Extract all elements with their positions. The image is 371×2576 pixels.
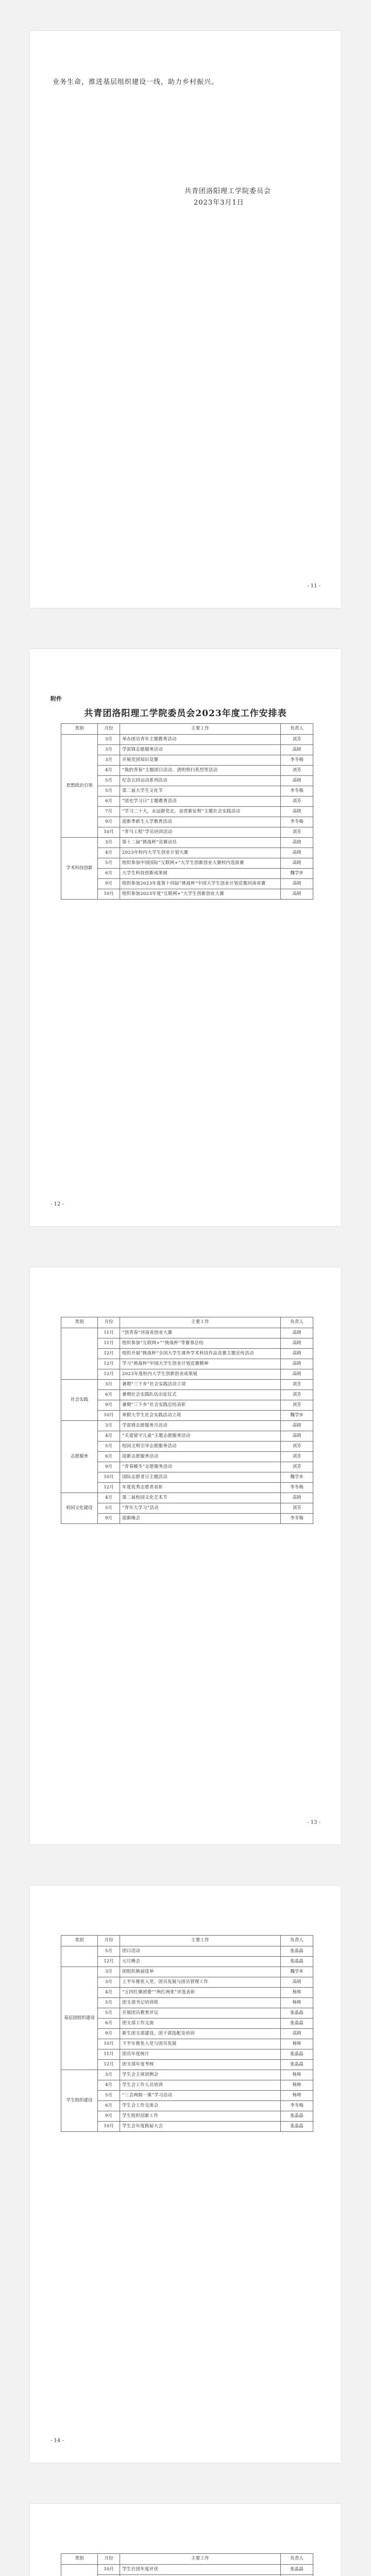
content-cell: 寒假大学生社会实践活动立项 bbox=[120, 1411, 281, 1421]
month-cell: 5月 bbox=[98, 2091, 120, 2101]
resp-cell: 高晓 bbox=[281, 1328, 313, 1338]
month-cell: 3月 bbox=[98, 755, 120, 766]
month-cell: 4月 bbox=[98, 766, 120, 776]
resp-cell: 杨帅 bbox=[281, 1988, 313, 1998]
month-cell: 5月 bbox=[98, 2008, 120, 2019]
month-cell: 11月 bbox=[98, 1328, 120, 1338]
month-cell: 6月 bbox=[98, 1390, 120, 1400]
content-cell: 学生社团年度评优 bbox=[120, 2565, 281, 2575]
category-cell bbox=[61, 2565, 98, 2576]
resp-cell: 李冬梅 bbox=[281, 1514, 313, 1524]
content-cell: “青年大学习”活动 bbox=[120, 1503, 281, 1514]
content-cell: 暑期“三下乡”社会实践总结表彰 bbox=[120, 1400, 281, 1411]
content-cell: 开展团员教育评议 bbox=[120, 2008, 281, 2019]
header-category: 类别 bbox=[61, 2554, 98, 2565]
schedule-table bbox=[61, 1317, 313, 1524]
table-row bbox=[61, 1998, 313, 2008]
resp-cell: 刘芳 bbox=[281, 735, 313, 745]
resp-cell: 杨帅 bbox=[281, 2091, 313, 2101]
signature-date: 2023年3月1日 bbox=[194, 199, 244, 207]
resp-cell: 刘芳 bbox=[281, 1400, 313, 1411]
content-cell: “三会两制一课”学习活动 bbox=[120, 2091, 281, 2101]
resp-cell: 张晶晶 bbox=[281, 1957, 313, 1967]
content-cell: “创青春”河南省创业大赛 bbox=[120, 1328, 281, 1338]
header-content: 主要工作 bbox=[120, 724, 281, 735]
table-row bbox=[61, 1390, 313, 1400]
month-cell: 5月 bbox=[98, 858, 120, 869]
month-cell: 10月 bbox=[98, 827, 120, 838]
table-row bbox=[61, 1349, 313, 1359]
month-cell: 6月 bbox=[98, 796, 120, 807]
month-cell: 5月 bbox=[98, 1946, 120, 1957]
table-row bbox=[61, 858, 313, 869]
content-cell: “五四红旗团委”“两红两优”评选表彰 bbox=[120, 1988, 281, 1998]
content-cell: 2023年校内大学生创业计划大赛 bbox=[120, 848, 281, 858]
table-header-row bbox=[61, 724, 313, 735]
table-row bbox=[61, 796, 313, 807]
resp-cell: 刘芳 bbox=[281, 1380, 313, 1390]
category-cell: 基层团组织建设 bbox=[61, 1967, 98, 2070]
month-cell: 10月 bbox=[98, 2122, 120, 2132]
header-month: 月份 bbox=[98, 1936, 120, 1946]
month-cell: 12月 bbox=[98, 1483, 120, 1493]
table-row bbox=[61, 2122, 313, 2132]
document-page-2 bbox=[30, 649, 341, 1226]
content-cell: 举办团员青年主题教育活动 bbox=[120, 735, 281, 745]
table-row bbox=[61, 1452, 313, 1462]
resp-cell: 李冬梅 bbox=[281, 2101, 313, 2111]
month-cell: 5月 bbox=[98, 776, 120, 786]
table-row bbox=[61, 2039, 313, 2049]
resp-cell: 李冬梅 bbox=[281, 786, 313, 796]
document-page-4 bbox=[30, 1886, 341, 2463]
content-cell: 国际志愿者日主题活动 bbox=[120, 1472, 281, 1483]
annex-label: 附件 bbox=[50, 696, 62, 702]
month-cell: 3月 bbox=[98, 1380, 120, 1390]
month-cell: 6月 bbox=[98, 2101, 120, 2111]
table-row bbox=[61, 1493, 313, 1503]
content-cell: 迎新志愿服务活动 bbox=[120, 1452, 281, 1462]
content-cell: 新生团支部建设，团干部选配及培训 bbox=[120, 2029, 281, 2039]
document-page-5 bbox=[30, 2504, 341, 2576]
content-cell: 组织参加2023年度“互联网+”大学生创新创业大赛 bbox=[120, 889, 281, 900]
content-cell: 暑期社会实践队伍出征仪式 bbox=[120, 1390, 281, 1400]
header-month: 月份 bbox=[98, 2554, 120, 2565]
content-cell: 团组织换届选举 bbox=[120, 1967, 281, 1977]
table-row bbox=[61, 766, 313, 776]
resp-cell: 高晓 bbox=[281, 858, 313, 869]
resp-cell: 魏学乡 bbox=[281, 1967, 313, 1977]
resp-cell: 刘芳 bbox=[281, 827, 313, 838]
resp-cell: 高晓 bbox=[281, 838, 313, 848]
resp-cell: 刘芳 bbox=[281, 796, 313, 807]
month-cell: 9月 bbox=[98, 879, 120, 889]
category-cell: 校园文化建设 bbox=[61, 1493, 98, 1524]
table-row bbox=[61, 2060, 313, 2070]
resp-cell: 魏学乡 bbox=[281, 1472, 313, 1483]
header-responsible: 负责人 bbox=[281, 1317, 313, 1328]
content-cell: 团日活动 bbox=[120, 1946, 281, 1957]
resp-cell: 魏学乡 bbox=[281, 1411, 313, 1421]
resp-cell: 刘芳 bbox=[281, 766, 313, 776]
month-cell: 4月 bbox=[98, 1493, 120, 1503]
month-cell: 3月 bbox=[98, 1421, 120, 1431]
content-cell: 团支部书记培训班 bbox=[120, 1998, 281, 2008]
resp-cell: 刘芳 bbox=[281, 1452, 313, 1462]
table-row bbox=[61, 2101, 313, 2111]
table-row bbox=[61, 745, 313, 755]
resp-cell: 张晶晶 bbox=[281, 2049, 313, 2060]
table-header-row bbox=[61, 2554, 313, 2565]
closing-paragraph: 业务生命，推进基层组织建设一线，助力乡村振兴。 bbox=[53, 78, 219, 86]
header-responsible: 负责人 bbox=[281, 2554, 313, 2565]
resp-cell: 高晓 bbox=[281, 1421, 313, 1431]
page-number: - 11 - bbox=[307, 583, 321, 589]
content-cell: 团员年度统计 bbox=[120, 2049, 281, 2060]
month-cell: 5月 bbox=[98, 1998, 120, 2008]
table-header-row bbox=[61, 1317, 313, 1328]
content-cell: 学习“挑战杯”中国大学生创业计划竞赛精神 bbox=[120, 1359, 281, 1369]
table-row bbox=[61, 1988, 313, 1998]
resp-cell: 高晓 bbox=[281, 1349, 313, 1359]
month-cell: 6月 bbox=[98, 1452, 120, 1462]
category-cell: 思想政治引领 bbox=[61, 735, 98, 838]
resp-cell: 张晶晶 bbox=[281, 1946, 313, 1957]
table-row bbox=[61, 2008, 313, 2019]
month-cell: 11月 bbox=[98, 2049, 120, 2060]
table-row bbox=[61, 776, 313, 786]
content-cell: “关爱留守儿童”主题志愿服务活动 bbox=[120, 1431, 281, 1442]
month-cell: 6月 bbox=[98, 2019, 120, 2029]
table-row bbox=[61, 838, 313, 848]
table-row bbox=[61, 889, 313, 900]
month-cell: 4月 bbox=[98, 848, 120, 858]
content-cell: “青春暖冬”志愿服务活动 bbox=[120, 1462, 281, 1472]
content-cell: 学生会工作交流会 bbox=[120, 2101, 281, 2111]
month-cell: 10月 bbox=[98, 1472, 120, 1483]
month-cell: 9月 bbox=[98, 1400, 120, 1411]
month-cell: 7月 bbox=[98, 807, 120, 817]
resp-cell: 李冬梅 bbox=[281, 755, 313, 766]
month-cell: 3月 bbox=[98, 1977, 120, 1988]
resp-cell: 高晓 bbox=[281, 1431, 313, 1442]
month-cell: 9月 bbox=[98, 2029, 120, 2039]
table-row bbox=[61, 1967, 313, 1977]
table-row bbox=[61, 755, 313, 766]
table-row bbox=[61, 2565, 313, 2575]
table-row bbox=[61, 1359, 313, 1369]
table-row bbox=[61, 1977, 313, 1988]
resp-cell: 高晓 bbox=[281, 889, 313, 900]
content-cell: 组织参加“互联网+”“挑战杯”等赛事总结 bbox=[120, 1338, 281, 1349]
resp-cell: 张晶晶 bbox=[281, 2122, 313, 2132]
resp-cell: 高晓 bbox=[281, 776, 313, 786]
header-content: 主要工作 bbox=[120, 1936, 281, 1946]
month-cell: 5月 bbox=[98, 786, 120, 796]
content-cell: 学生会主席团例会 bbox=[120, 2070, 281, 2080]
category-cell: 学生组织建设 bbox=[61, 2070, 98, 2132]
month-cell: 12月 bbox=[98, 1369, 120, 1380]
month-cell: 10月 bbox=[98, 2039, 120, 2049]
table-row bbox=[61, 2029, 313, 2039]
content-cell: 组织参加2023年度第十四届“挑战杯”中国大学生创业计划竞赛河南省赛 bbox=[120, 879, 281, 889]
document-page-3 bbox=[30, 1267, 341, 1844]
table-row bbox=[61, 1328, 313, 1338]
content-cell: 迎新季新生入学教育活动 bbox=[120, 817, 281, 827]
resp-cell: 刘芳 bbox=[281, 1503, 313, 1514]
content-cell: 上半年推优入党、团员发展与团员管理工作 bbox=[120, 1977, 281, 1988]
month-cell: 12月 bbox=[98, 1359, 120, 1369]
table-row bbox=[61, 1411, 313, 1421]
table-row bbox=[61, 1338, 313, 1349]
category-cell: 学术科技创新 bbox=[61, 838, 98, 900]
resp-cell: 高晓 bbox=[281, 1359, 313, 1369]
resp-cell: 刘芳 bbox=[281, 1462, 313, 1472]
table-row bbox=[61, 2049, 313, 2060]
page-number: - 14 - bbox=[50, 2438, 64, 2444]
table-row bbox=[61, 1514, 313, 1524]
content-cell: 第二届大学生文化节 bbox=[120, 786, 281, 796]
content-cell: 学生会工作人员培训 bbox=[120, 2080, 281, 2091]
content-cell: 组织开展“挑战杯”全国大学生课外学术科技作品竞赛主题宣传活动 bbox=[120, 1349, 281, 1359]
table-row bbox=[61, 879, 313, 889]
resp-cell: 张晶晶 bbox=[281, 2060, 313, 2070]
table-row bbox=[61, 1369, 313, 1380]
content-cell: 学雷锋志愿服务月活动 bbox=[120, 1421, 281, 1431]
resp-cell: 杨帅 bbox=[281, 2070, 313, 2080]
table-row bbox=[61, 1431, 313, 1442]
header-responsible: 负责人 bbox=[281, 1936, 313, 1946]
table-row bbox=[61, 1946, 313, 1957]
content-cell: 纪念五四运动系列活动 bbox=[120, 776, 281, 786]
header-content: 主要工作 bbox=[120, 1317, 281, 1328]
month-cell: 10月 bbox=[98, 1411, 120, 1421]
page-number: - 12 - bbox=[50, 1201, 64, 1207]
category-cell: 社会实践 bbox=[61, 1380, 98, 1421]
month-cell: 3月 bbox=[98, 838, 120, 848]
month-cell: 3月 bbox=[98, 1967, 120, 1977]
document-page-1 bbox=[30, 31, 341, 608]
table-row bbox=[61, 827, 313, 838]
header-month: 月份 bbox=[98, 1317, 120, 1328]
month-cell: 3月 bbox=[98, 735, 120, 745]
category-cell bbox=[61, 1946, 98, 1967]
resp-cell: 高晓 bbox=[281, 745, 313, 755]
table-row bbox=[61, 2111, 313, 2122]
month-cell: 9月 bbox=[98, 2111, 120, 2122]
resp-cell: 高晓 bbox=[281, 807, 313, 817]
content-cell: “学习二十大，永远跟党走，奋进新征程”主题社会实践活动 bbox=[120, 807, 281, 817]
content-cell: “我的青春”主题团日活动、清明祭扫英烈等活动 bbox=[120, 766, 281, 776]
content-cell: 团支部年度考核 bbox=[120, 2060, 281, 2070]
month-cell: 11月 bbox=[98, 1338, 120, 1349]
resp-cell: 魏学乡 bbox=[281, 869, 313, 879]
page-number: - 13 - bbox=[307, 1820, 321, 1825]
header-category: 类别 bbox=[61, 724, 98, 735]
table-row bbox=[61, 2091, 313, 2101]
month-cell: 10月 bbox=[98, 889, 120, 900]
header-category: 类别 bbox=[61, 1317, 98, 1328]
table-row bbox=[61, 1462, 313, 1472]
month-cell: 12月 bbox=[98, 1349, 120, 1359]
month-cell: 4月 bbox=[98, 1431, 120, 1442]
table-row bbox=[61, 817, 313, 827]
category-cell bbox=[61, 1328, 98, 1380]
resp-cell: 高晓 bbox=[281, 1977, 313, 1988]
table-row bbox=[61, 1472, 313, 1483]
table-row bbox=[61, 1421, 313, 1431]
table-row bbox=[61, 848, 313, 858]
header-category: 类别 bbox=[61, 1936, 98, 1946]
table-row bbox=[61, 1957, 313, 1967]
resp-cell: 杨帅 bbox=[281, 1998, 313, 2008]
month-cell: 4月 bbox=[98, 2080, 120, 2091]
content-cell: 学生组织招新工作 bbox=[120, 2111, 281, 2122]
resp-cell: 张晶晶 bbox=[281, 2008, 313, 2019]
content-cell: 下半年推优入党与团员发展 bbox=[120, 2039, 281, 2049]
resp-cell: 杨帅 bbox=[281, 2039, 313, 2049]
month-cell: 4月 bbox=[98, 1988, 120, 1998]
content-cell: 第十二届“挑战杯”竞赛动员 bbox=[120, 838, 281, 848]
table-row bbox=[61, 1400, 313, 1411]
month-cell: 6月 bbox=[98, 869, 120, 879]
resp-cell: 张晶晶 bbox=[281, 2111, 313, 2122]
month-cell: 3月 bbox=[98, 2070, 120, 2080]
resp-cell: 高晓 bbox=[281, 1369, 313, 1380]
resp-cell: 高晓 bbox=[281, 1338, 313, 1349]
resp-cell: 高晓 bbox=[281, 848, 313, 858]
content-cell: 2023年度校内大学生创新创业成果展 bbox=[120, 1369, 281, 1380]
content-cell: 暑期“三下乡”社会实践活动立项 bbox=[120, 1380, 281, 1390]
month-cell: 3月 bbox=[98, 745, 120, 755]
table-row bbox=[61, 1503, 313, 1514]
header-content: 主要工作 bbox=[120, 2554, 281, 2565]
resp-cell: 张晶晶 bbox=[281, 2565, 313, 2575]
schedule-table bbox=[61, 1935, 313, 2132]
resp-cell: 高晓 bbox=[281, 879, 313, 889]
month-cell: 9月 bbox=[98, 1462, 120, 1472]
signature-org: 共青团洛阳理工学院委员会 bbox=[184, 188, 272, 195]
table-row bbox=[61, 786, 313, 796]
month-cell: 12月 bbox=[98, 1957, 120, 1967]
schedule-title: 共青团洛阳理工学院委员会2023年度工作安排表 bbox=[84, 708, 287, 719]
month-cell: 10月 bbox=[98, 2565, 120, 2575]
content-cell: 学生会年度换届大会 bbox=[120, 2122, 281, 2132]
month-cell: 9月 bbox=[98, 817, 120, 827]
month-cell: 5月 bbox=[98, 1442, 120, 1452]
content-cell: “青马工程”学员培训活动 bbox=[120, 827, 281, 838]
content-cell: 元旦晚会 bbox=[120, 1957, 281, 1967]
resp-cell: 李冬梅 bbox=[281, 817, 313, 827]
content-cell: 大学生科技创新成果展 bbox=[120, 869, 281, 879]
content-cell: 组织参加中国国际“互联网+”大学生创新创业大赛校内选拔赛 bbox=[120, 858, 281, 869]
content-cell: 年度优秀志愿者表彰 bbox=[120, 1483, 281, 1493]
schedule-table bbox=[61, 2553, 313, 2576]
table-row bbox=[61, 869, 313, 879]
table-row bbox=[61, 807, 313, 817]
header-month: 月份 bbox=[98, 724, 120, 735]
table-row bbox=[61, 1442, 313, 1452]
content-cell: 团支部工作交流 bbox=[120, 2019, 281, 2029]
content-cell: 第二届校园文化艺术节 bbox=[120, 1493, 281, 1503]
resp-cell: 高晓 bbox=[281, 2029, 313, 2039]
table-row bbox=[61, 2080, 313, 2091]
content-cell: 校园文明引导志愿服务活动 bbox=[120, 1442, 281, 1452]
resp-cell: 刘芳 bbox=[281, 1442, 313, 1452]
resp-cell: 杨帅 bbox=[281, 2080, 313, 2091]
schedule-table bbox=[61, 723, 313, 900]
table-row bbox=[61, 1380, 313, 1390]
table-row bbox=[61, 2019, 313, 2029]
content-cell: 开展党团知识竞赛 bbox=[120, 755, 281, 766]
resp-cell: 李冬梅 bbox=[281, 1483, 313, 1493]
content-cell: 迎新晚会 bbox=[120, 1514, 281, 1524]
month-cell: 5月 bbox=[98, 1503, 120, 1514]
table-header-row bbox=[61, 1936, 313, 1946]
category-cell: 志愿服务 bbox=[61, 1421, 98, 1493]
content-cell: “团史学习日”主题教育活动 bbox=[120, 796, 281, 807]
table-row bbox=[61, 735, 313, 745]
header-responsible: 负责人 bbox=[281, 724, 313, 735]
content-cell: 学雷锋志愿服务活动 bbox=[120, 745, 281, 755]
table-row bbox=[61, 2070, 313, 2080]
resp-cell: 刘芳 bbox=[281, 1390, 313, 1400]
resp-cell: 高晓 bbox=[281, 1493, 313, 1503]
month-cell: 12月 bbox=[98, 2060, 120, 2070]
table-row bbox=[61, 1483, 313, 1493]
resp-cell: 张晶晶 bbox=[281, 2019, 313, 2029]
month-cell: 9月 bbox=[98, 1514, 120, 1524]
